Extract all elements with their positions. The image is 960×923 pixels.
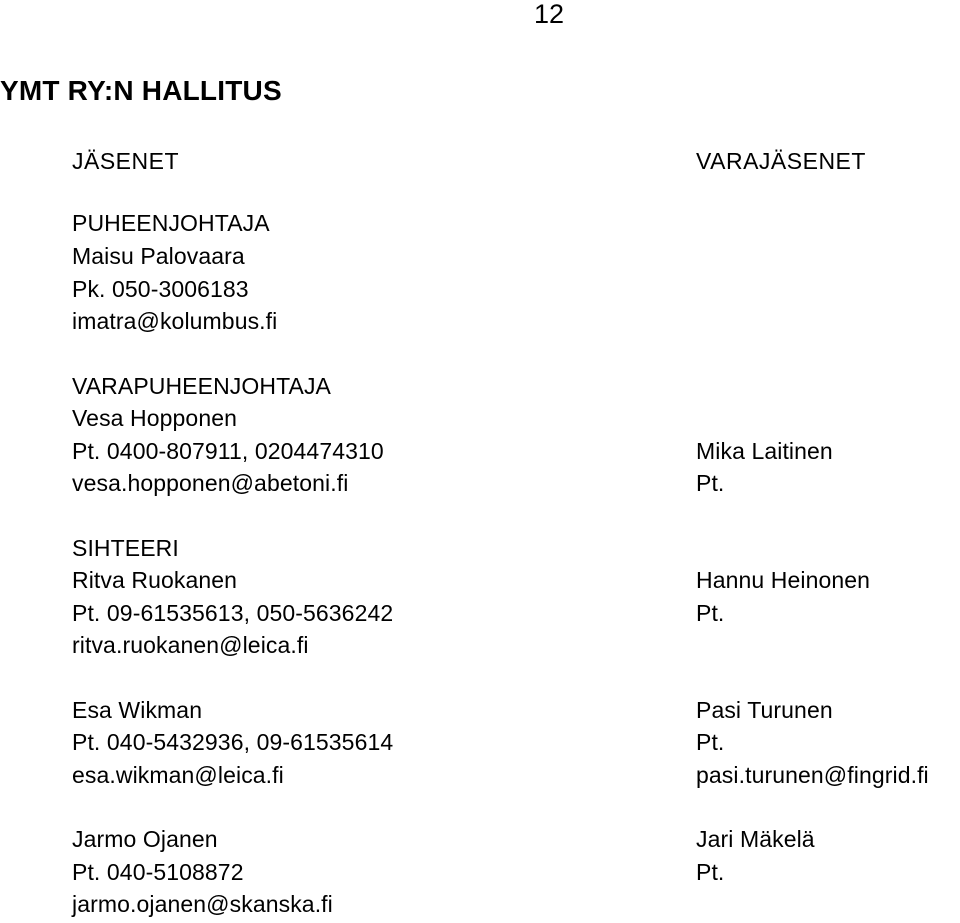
- deputy3-email: pasi.turunen@fingrid.fi: [696, 762, 929, 788]
- member5-email: jarmo.ojanen@skanska.fi: [72, 891, 333, 917]
- secretary-role: SIHTEERI: [72, 535, 179, 561]
- member4-name: Esa Wikman: [72, 697, 203, 723]
- deputy1-phone: Pt.: [696, 470, 725, 496]
- deputy3-name: Pasi Turunen: [696, 697, 833, 723]
- deputy4-phone: Pt.: [696, 859, 725, 885]
- secretary-phone: Pt. 09-61535613, 050-5636242: [72, 600, 394, 626]
- deputy2-phone: Pt.: [696, 600, 725, 626]
- vice-chair-name: Vesa Hopponen: [72, 405, 237, 431]
- page-title: YMT RY:N HALLITUS: [0, 75, 282, 106]
- deputy4-name: Jari Mäkelä: [696, 826, 815, 852]
- vice-chair-phone: Pt. 0400-807911, 0204474310: [72, 438, 384, 464]
- members-heading: JÄSENET: [72, 148, 180, 174]
- secretary-email: ritva.ruokanen@leica.fi: [72, 632, 309, 658]
- member4-email: esa.wikman@leica.fi: [72, 762, 284, 788]
- vice-chair-email: vesa.hopponen@abetoni.fi: [72, 470, 349, 496]
- deputies-heading: VARAJÄSENET: [696, 148, 866, 174]
- secretary-name: Ritva Ruokanen: [72, 567, 238, 593]
- chair-name: Maisu Palovaara: [72, 243, 245, 269]
- vice-chair-role: VARAPUHEENJOHTAJA: [72, 373, 332, 399]
- member4-phone: Pt. 040-5432936, 09-61535614: [72, 729, 394, 755]
- page-number: 12: [534, 0, 565, 29]
- chair-role: PUHEENJOHTAJA: [72, 210, 270, 236]
- deputy1-name: Mika Laitinen: [696, 438, 833, 464]
- deputy2-name: Hannu Heinonen: [696, 567, 871, 593]
- chair-phone: Pk. 050-3006183: [72, 276, 249, 302]
- chair-email: imatra@kolumbus.fi: [72, 308, 278, 334]
- member5-name: Jarmo Ojanen: [72, 826, 218, 852]
- member5-phone: Pt. 040-5108872: [72, 859, 244, 885]
- deputy3-phone: Pt.: [696, 729, 725, 755]
